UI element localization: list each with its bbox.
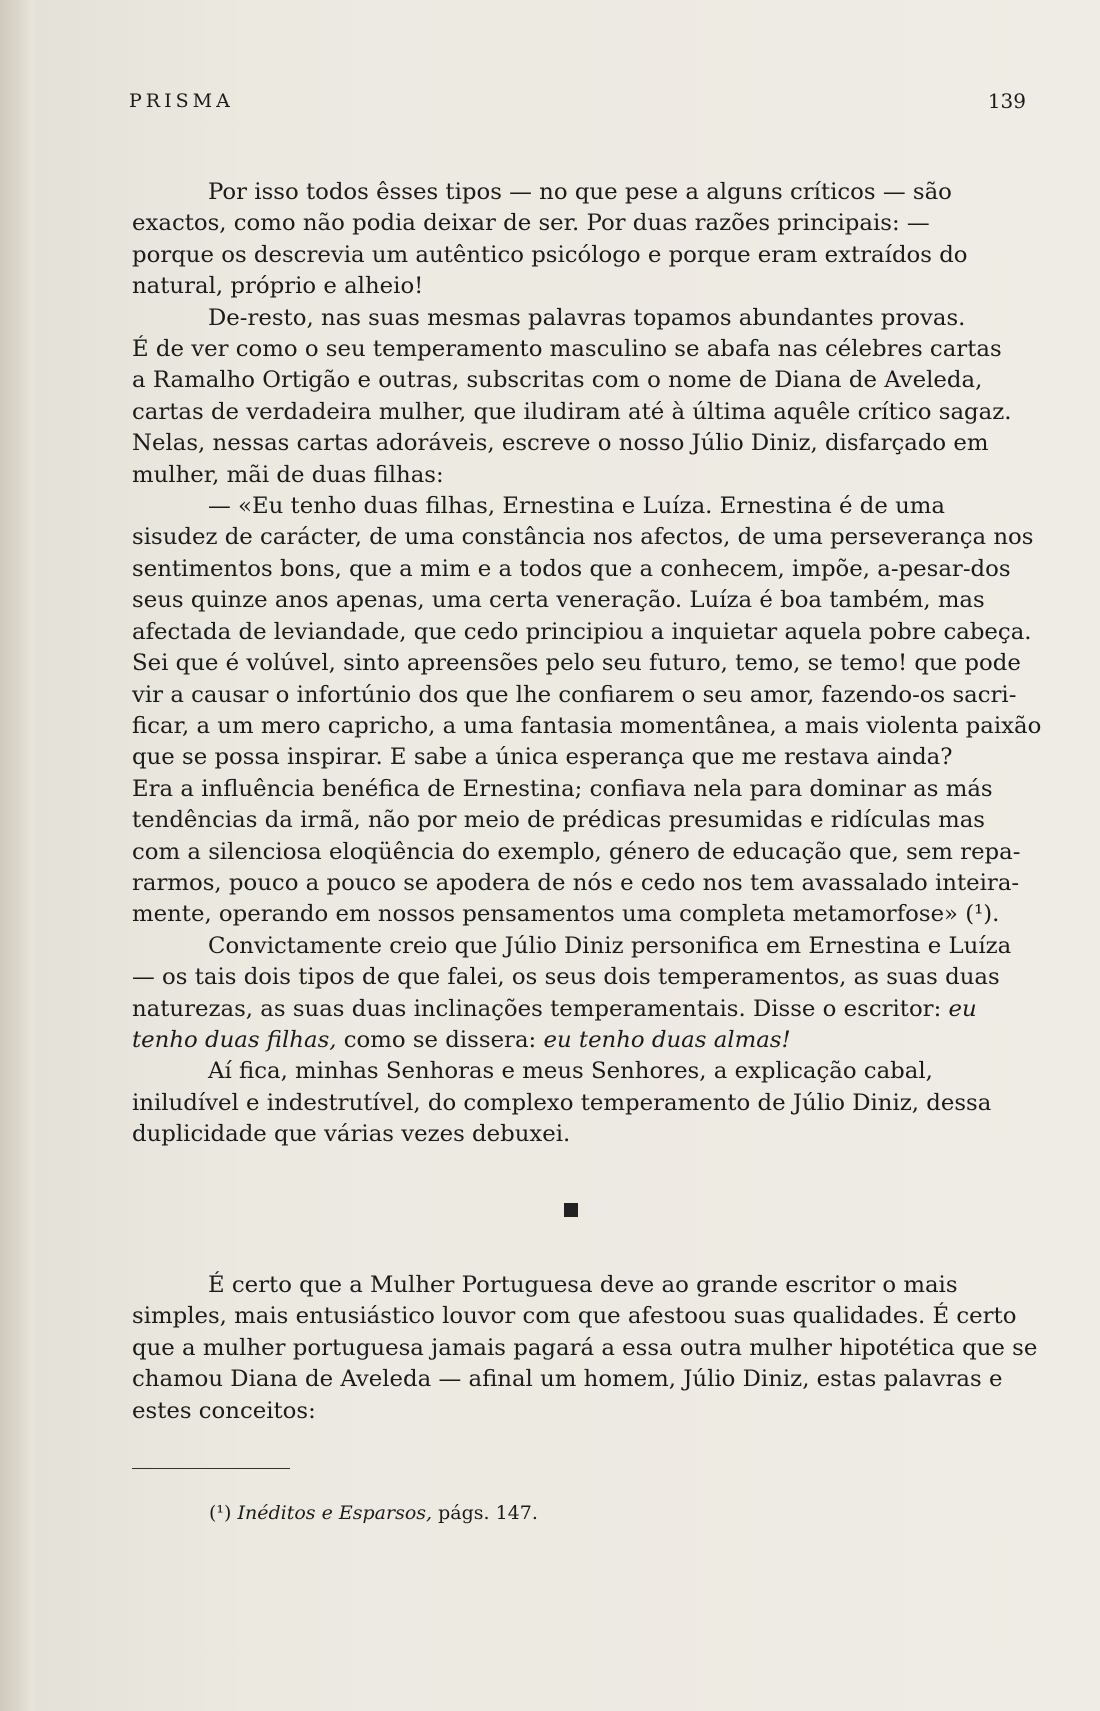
paragraph-4-line-3: duplicidade que várias vezes debuxei.: [132, 1121, 571, 1148]
paragraph-2-line-6: mulher, mãi de duas filhas:: [132, 461, 444, 488]
footnote-divider: [132, 1468, 290, 1469]
quote-line-6: Sei que é volúvel, sinto apreensões pelo seu futuro, temo, se temo! que pode: [132, 650, 1021, 677]
quote-line-8: ficar, a um mero capricho, a uma fantasia momentânea, a mais violenta paixão: [132, 712, 1042, 739]
paragraph-1-line-2: exactos, como não podia deixar de ser. Por duas razões principais: —: [132, 210, 930, 237]
quote-line-5: afectada de leviandade, que cedo principiou a inquietar aquela pobre cabeça.: [132, 618, 1032, 645]
quote-line-10: Era a influência benéfica de Ernestina; confiava nela para dominar as más: [132, 775, 993, 802]
footnote-title: Inéditos e Esparsos,: [237, 1502, 433, 1524]
footnote-marker: (¹): [209, 1502, 232, 1524]
quote-line-7: vir a causar o infortúnio dos que lhe confiarem o seu amor, fazendo-os sacri-: [132, 681, 1017, 708]
footnote: [209, 1500, 538, 1526]
paragraph-2-line-1: De-resto, nas suas mesmas palavras topamos abundantes provas.: [208, 304, 966, 331]
binding-gutter: [0, 0, 34, 1711]
paragraph-3-line-3-text: naturezas, as suas duas inclinações temperamentais. Disse o escritor:: [132, 995, 942, 1022]
paragraph-5-line-4: chamou Diana de Aveleda — afinal um homem, Júlio Diniz, estas palavras e: [132, 1366, 1003, 1393]
quote-line-11: tendências da irmã, não por meio de prédicas presumidas e ridículas mas: [132, 807, 985, 834]
paragraph-5-line-5: estes conceitos:: [132, 1397, 316, 1424]
page-number: 139: [987, 89, 1026, 113]
paragraph-4-line-1: Aí fica, minhas Senhoras e meus Senhores, a explicação cabal,: [208, 1058, 933, 1085]
quote-line-12: com a silenciosa eloqüência do exemplo, género de educação que, sem repa-: [132, 838, 1021, 865]
book-page: [34, 0, 1100, 1711]
main-text-block: [132, 177, 1042, 1151]
paragraph-1-line-1: Por isso todos êsses tipos — no que pese a alguns críticos — são: [208, 179, 952, 205]
paragraph-5-line-2: simples, mais entusiástico louvor com que afestoou suas qualidades. É certo: [132, 1303, 1017, 1330]
paragraph-3-plain-connector: como se dissera:: [343, 1026, 537, 1053]
quote-line-9: que se possa inspirar. E sabe a única esperança que me restava ainda?: [132, 744, 953, 771]
paragraph-1-line-3: porque os descrevia um autêntico psicólogo e porque eram extraídos do: [132, 241, 968, 268]
quote-line-14: mente, operando em nossos pensamentos uma completa metamorfose» (¹).: [132, 901, 1000, 928]
quote-line-2: sisudez de carácter, de uma constância nos afectos, de uma perseverança nos: [132, 524, 1034, 551]
paragraph-3-italic-phrase-start: eu: [948, 995, 977, 1022]
quote-line-3: sentimentos bons, que a mim e a todos que a conhecem, impõe, a-pesar-dos: [132, 555, 1011, 582]
paragraph-3-line-1: Convictamente creio que Júlio Diniz personifica em Ernestina e Luíza: [208, 932, 1012, 959]
paragraph-2-line-5: Nelas, nessas cartas adoráveis, escreve o nosso Júlio Diniz, disfarçado em: [132, 430, 989, 457]
paragraph-3-italic-phrase-end: tenho duas filhas,: [132, 1026, 337, 1053]
quote-line-1: — «Eu tenho duas filhas, Ernestina e Luíza. Ernestina é de uma: [208, 493, 945, 520]
section-separator-square: [564, 1203, 578, 1217]
paragraph-2-line-3: a Ramalho Ortigão e outras, subscritas com o nome de Diana de Aveleda,: [132, 367, 983, 394]
running-title: PRISMA: [129, 90, 234, 112]
paragraph-4-line-2: iniludível e indestrutível, do complexo temperamento de Júlio Diniz, dessa: [132, 1089, 992, 1116]
closing-text-block: [132, 1270, 1038, 1427]
paragraph-2-line-2: É de ver como o seu temperamento masculino se abafa nas célebres cartas: [132, 336, 1002, 363]
footnote-pages: págs. 147.: [438, 1502, 538, 1524]
paragraph-3-line-3: [132, 994, 1006, 1025]
paragraph-3-line-2: — os tais dois tipos de que falei, os seus dois temperamentos, as suas duas: [132, 964, 1000, 991]
paragraph-2-line-4: cartas de verdadeira mulher, que iludiram até à última aquêle crítico sagaz.: [132, 398, 1012, 425]
paragraph-5-line-3: que a mulher portuguesa jamais pagará a essa outra mulher hipotética que se: [132, 1334, 1038, 1361]
quote-line-4: seus quinze anos apenas, uma certa veneração. Luíza é boa também, mas: [132, 587, 985, 614]
paragraph-1-line-4: natural, próprio e alheio!: [132, 273, 424, 300]
paragraph-3-line-4: [132, 1025, 1006, 1056]
paragraph-3-italic-phrase-soul: eu tenho duas almas!: [543, 1026, 791, 1053]
quote-line-13: rarmos, pouco a pouco se apodera de nós e cedo nos tem avassalado inteira-: [132, 869, 1020, 896]
paragraph-5-line-1: É certo que a Mulher Portuguesa deve ao grande escritor o mais: [208, 1272, 958, 1298]
